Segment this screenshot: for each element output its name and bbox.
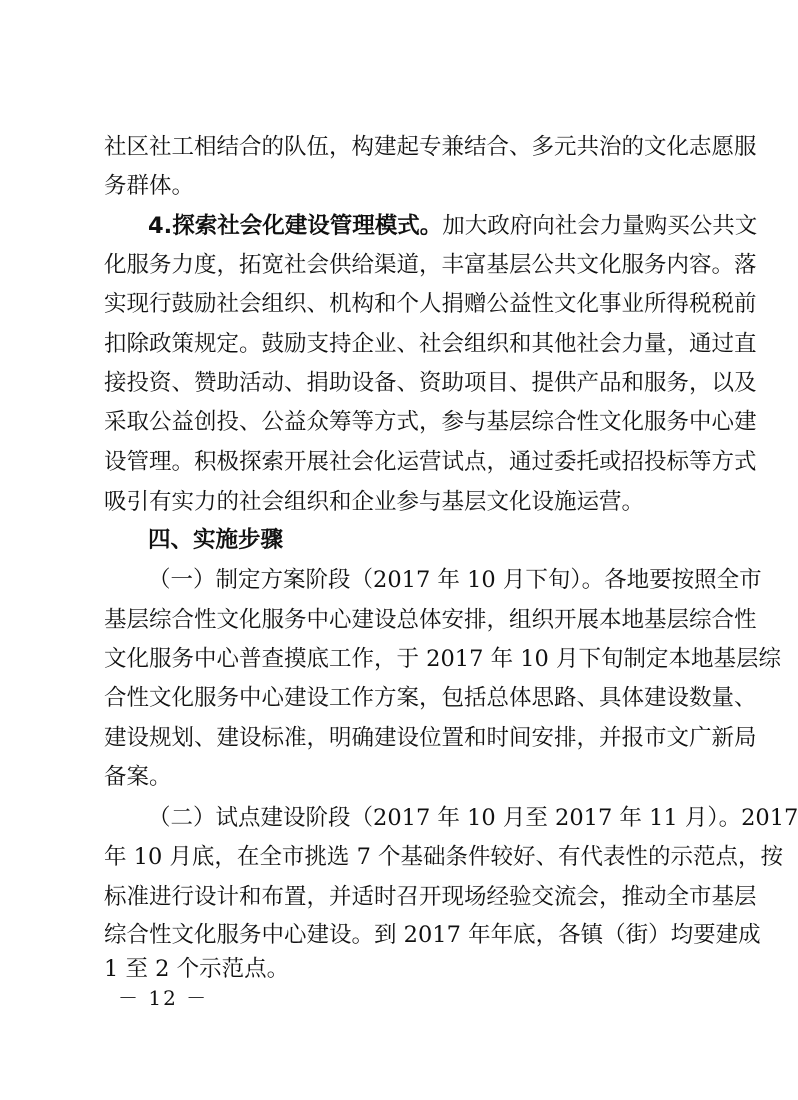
section-heading: 四、实施步骤 xyxy=(148,527,284,553)
text-line: 标准进行设计和布置，并适时召开现场经验交流会，推动全市基层 xyxy=(104,884,757,910)
page-number: － 12 － xyxy=(118,986,209,1010)
section-subheading: 4.探索社会化建设管理模式。 xyxy=(148,213,443,239)
text-line: 吸引有实力的社会组织和企业参与基层文化设施运营。 xyxy=(104,489,645,515)
text-line: 设管理。积极探索开展社会化运营试点，通过委托或招投标等方式 xyxy=(104,449,757,475)
text-line: （一）制定方案阶段（2017 年 10 月下旬）。各地要按照全市 xyxy=(148,567,762,593)
paragraph-heading-line xyxy=(148,211,758,241)
text-line: 接投资、赞助活动、捐助设备、资助项目、提供产品和服务，以及 xyxy=(104,370,757,396)
text-line: 社区社工相结合的队伍，构建起专兼结合、多元共治的文化志愿服 xyxy=(104,134,757,160)
text-line: 扣除政策规定。鼓励支持企业、社会组织和其他社会力量，通过直 xyxy=(104,331,757,357)
text-line: 基层综合性文化服务中心建设总体安排，组织开展本地基层综合性 xyxy=(104,607,757,633)
text-span: 加大政府向社会力量购买公共文 xyxy=(442,213,758,239)
text-line: 文化服务中心普查摸底工作，于 2017 年 10 月下旬制定本地基层综 xyxy=(104,646,782,672)
text-line: （二）试点建设阶段（2017 年 10 月至 2017 年 11 月）。2017 xyxy=(148,805,798,831)
text-line: 备案。 xyxy=(104,764,172,790)
text-line: 采取公益创投、公益众筹等方式，参与基层综合性文化服务中心建 xyxy=(104,409,757,435)
text-line: 合性文化服务中心建设工作方案，包括总体思路、具体建设数量、 xyxy=(104,685,757,711)
text-line: 年 10 月底，在全市挑选 7 个基础条件较好、有代表性的示范点，按 xyxy=(104,844,784,870)
text-line: 综合性文化服务中心建设。到 2017 年年底，各镇（街）均要建成 xyxy=(104,922,761,948)
text-line: 1 至 2 个示范点。 xyxy=(104,956,290,982)
text-line: 务群体。 xyxy=(104,173,195,199)
text-line: 实现行鼓励社会组织、机构和个人捐赠公益性文化事业所得税税前 xyxy=(104,291,757,317)
text-line: 化服务力度，拓宽社会供给渠道，丰富基层公共文化服务内容。落 xyxy=(104,252,757,278)
text-line: 建设规划、建设标准，明确建设位置和时间安排，并报市文广新局 xyxy=(104,725,757,751)
